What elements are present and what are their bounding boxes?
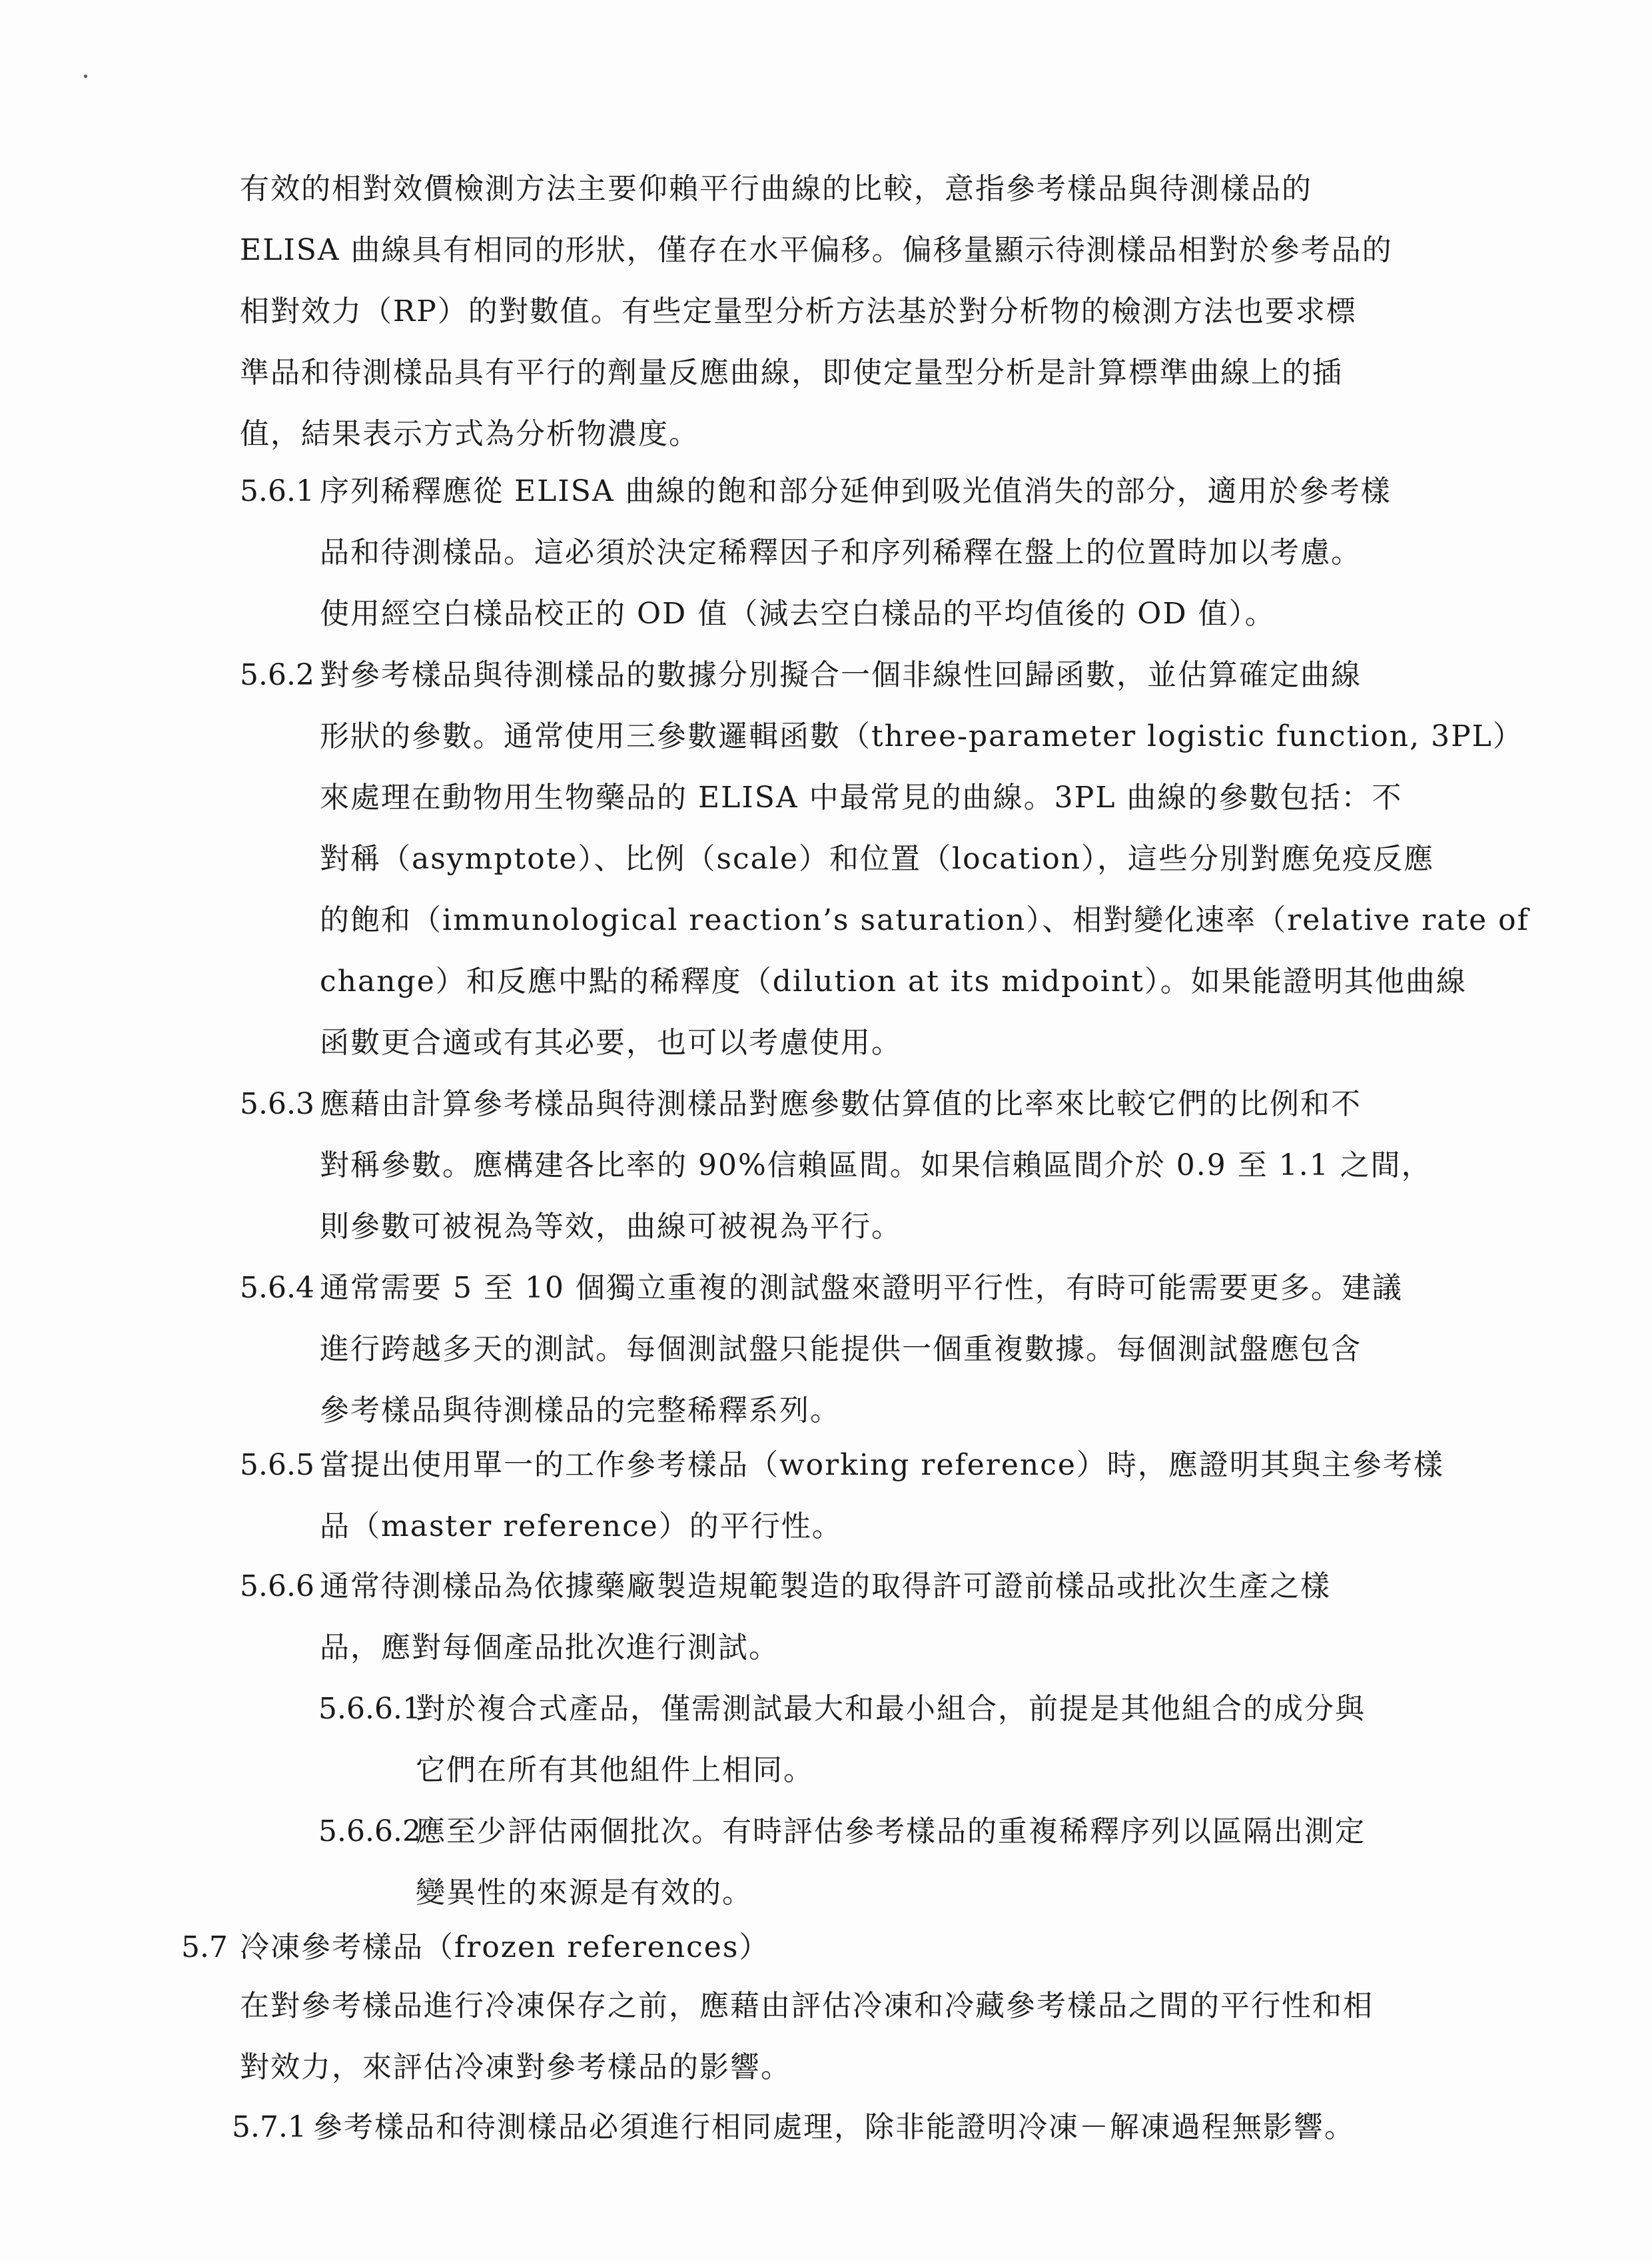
text-line: 準品和待測樣品具有平行的劑量反應曲線，即使定量型分析是計算標準曲線上的插: [240, 356, 1343, 390]
text-line: 品和待測樣品。這必須於決定稀釋因子和序列稀釋在盤上的位置時加以考慮。: [320, 536, 1362, 569]
text-line: 參考樣品與待測樣品的完整稀釋系列。: [320, 1393, 841, 1427]
text-line: 對於複合式產品，僅需測試最大和最小組合，前提是其他組合的成分與: [416, 1692, 1366, 1726]
text-line: 則參數可被視為等效，曲線可被視為平行。: [320, 1210, 902, 1244]
section-number: 5.7.1: [232, 2110, 306, 2144]
section-5-7-body: [240, 1976, 1505, 2098]
text-line: 對效力，來評估冷凍對參考樣品的影響。: [240, 2050, 791, 2084]
text-line: 應至少評估兩個批次。有時評估參考樣品的重複稀釋序列以區隔出測定: [416, 1814, 1366, 1848]
text-line: 當提出使用單一的工作參考樣品（working reference）時，應證明其與主參考樣: [320, 1448, 1444, 1482]
text-line: ELISA 曲線具有相同的形狀，僅存在水平偏移。偏移量顯示待測樣品相對於參考品的: [240, 233, 1393, 267]
section-number: 5.6.6: [240, 1569, 314, 1603]
scan-speck: [84, 75, 87, 78]
section-number: 5.6.4: [240, 1271, 314, 1305]
text-line: 在對參考樣品進行冷凍保存之前，應藉由評估冷凍和冷藏參考樣品之間的平行性和相: [240, 1989, 1374, 2023]
text-line: 對稱參數。應構建各比率的 90%信賴區間。如果信賴區間介於 0.9 至 1.1 之間，: [320, 1148, 1432, 1182]
text-line: 的飽和（immunological reaction’s saturation）、相對變化速率（relative rate of: [320, 903, 1529, 937]
section-number: 5.7: [181, 1930, 228, 1964]
text-line: 參考樣品和待測樣品必須進行相同處理，除非能證明冷凍－解凍過程無影響。: [313, 2110, 1355, 2144]
text-line: 進行跨越多天的測試。每個測試盤只能提供一個重複數據。每個測試盤應包含: [320, 1332, 1362, 1366]
text-line: 通常待測樣品為依據藥廠製造規範製造的取得許可證前樣品或批次生產之樣: [320, 1569, 1331, 1603]
text-line: 形狀的參數。通常使用三參數邏輯函數（three-parameter logistic function, 3PL）: [320, 719, 1523, 753]
text-line: 來處理在動物用生物藥品的 ELISA 中最常見的曲線。3PL 曲線的參數包括：不: [320, 781, 1403, 815]
intro-paragraph: [240, 159, 1505, 465]
section-number: 5.6.5: [240, 1448, 314, 1482]
text-line: 序列稀釋應從 ELISA 曲線的飽和部分延伸到吸光值消失的部分，適用於參考樣: [320, 474, 1392, 508]
text-line: 函數更合適或有其必要，也可以考慮使用。: [320, 1026, 902, 1060]
text-line: 變異性的來源是有效的。: [416, 1876, 753, 1910]
text-line: 品，應對每個產品批次進行測試。: [320, 1631, 779, 1665]
section-number: 5.6.6.1: [318, 1692, 421, 1726]
text-line: 通常需要 5 至 10 個獨立重複的測試盤來證明平行性，有時可能需要更多。建議: [320, 1271, 1403, 1305]
text-line: 使用經空白樣品校正的 OD 值（減去空白樣品的平均值後的 OD 值）。: [320, 597, 1276, 631]
section-title: 冷凍參考樣品（frozen references）: [240, 1930, 770, 1964]
text-line: change）和反應中點的稀釋度（dilution at its midpoint）。如果能證明其他曲線: [320, 964, 1467, 998]
section-number: 5.6.2: [240, 658, 314, 692]
text-line: 值，結果表示方式為分析物濃度。: [240, 417, 699, 451]
section-number: 5.6.6.2: [318, 1814, 421, 1848]
text-line: 相對效力（RP）的對數值。有些定量型分析方法基於對分析物的檢測方法也要求標: [240, 294, 1357, 328]
text-line: 應藉由計算參考樣品與待測樣品對應參數估算值的比率來比較它們的比例和不: [320, 1087, 1362, 1121]
text-line: 對稱（asymptote）、比例（scale）和位置（location），這些分別對應免疫反應: [320, 842, 1435, 876]
section-number: 5.6.1: [240, 474, 314, 508]
text-line: 有效的相對效價檢測方法主要仰賴平行曲線的比較，意指參考樣品與待測樣品的: [240, 172, 1312, 206]
text-line: 品（master reference）的平行性。: [320, 1509, 843, 1543]
text-line: 它們在所有其他組件上相同。: [416, 1753, 814, 1787]
text-line: 對參考樣品與待測樣品的數據分別擬合一個非線性回歸函數，並估算確定曲線: [320, 658, 1362, 692]
section-number: 5.6.3: [240, 1087, 314, 1121]
